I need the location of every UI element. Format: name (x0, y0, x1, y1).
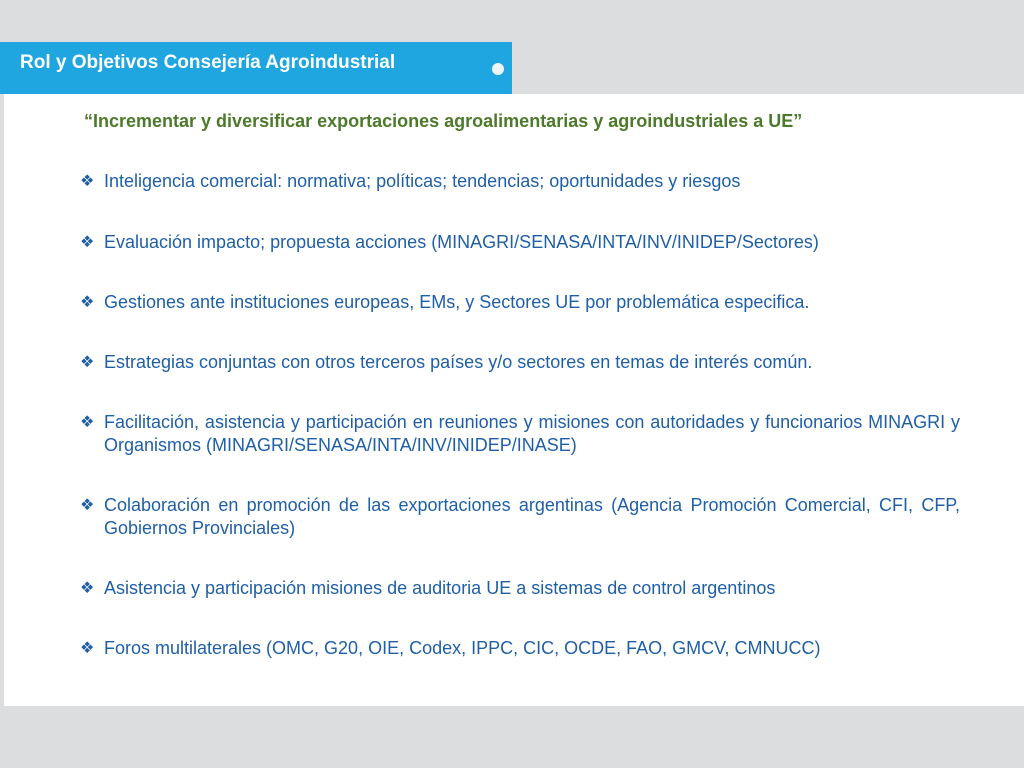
bullet-item (80, 170, 960, 193)
bullet-text: Foros multilaterales (OMC, G20, OIE, Codex, IPPC, CIC, OCDE, FAO, GMCV, CMNUCC) (104, 638, 821, 658)
diamond-bullet-icon: ❖ (80, 640, 95, 657)
bullet-item (80, 231, 960, 254)
bullet-item (80, 291, 960, 314)
bullet-item (80, 351, 960, 374)
slide-title: Rol y Objetivos Consejería Agroindustrial (20, 52, 396, 73)
bullet-text: Facilitación, asistencia y participación en reuniones y misiones con autoridades y funcionarios MINAGRI y Organismos (MINAGRI/SENASA/INTA/INV/INIDEP/INASE) (104, 412, 960, 455)
bullet-item (80, 637, 960, 660)
bullet-item (80, 494, 960, 540)
bullet-text: Gestiones ante instituciones europeas, EMs, y Sectores UE por problemática especifica. (104, 292, 810, 312)
bullet-text: Inteligencia comercial: normativa; políticas; tendencias; oportunidades y riesgos (104, 171, 741, 191)
bullet-text: Evaluación impacto; propuesta acciones (MINAGRI/SENASA/INTA/INV/INIDEP/Sectores) (104, 232, 819, 252)
diamond-bullet-icon: ❖ (80, 497, 95, 514)
bullet-text: Estrategias conjuntas con otros terceros países y/o sectores en temas de interés común. (104, 352, 813, 372)
bullet-item (80, 577, 960, 600)
diamond-bullet-icon: ❖ (80, 414, 95, 431)
bullet-text: Colaboración en promoción de las exportaciones argentinas (Agencia Promoción Comercial, CFI, CFP, Gobiernos Provinciales) (104, 495, 960, 538)
left-frame-edge (0, 94, 4, 706)
diamond-bullet-icon: ❖ (80, 294, 95, 311)
diamond-bullet-icon: ❖ (80, 354, 95, 371)
bullet-text: Asistencia y participación misiones de auditoria UE a sistemas de control argentinos (104, 578, 776, 598)
diamond-bullet-icon: ❖ (80, 173, 95, 190)
objective-headline: “Incrementar y diversificar exportaciones agroalimentarias y agroindustriales a UE” (84, 111, 803, 131)
diamond-bullet-icon: ❖ (80, 234, 95, 251)
bottom-frame-band (0, 706, 1024, 768)
title-dot-icon (492, 63, 504, 75)
diamond-bullet-icon: ❖ (80, 580, 95, 597)
bullet-item (80, 411, 960, 457)
